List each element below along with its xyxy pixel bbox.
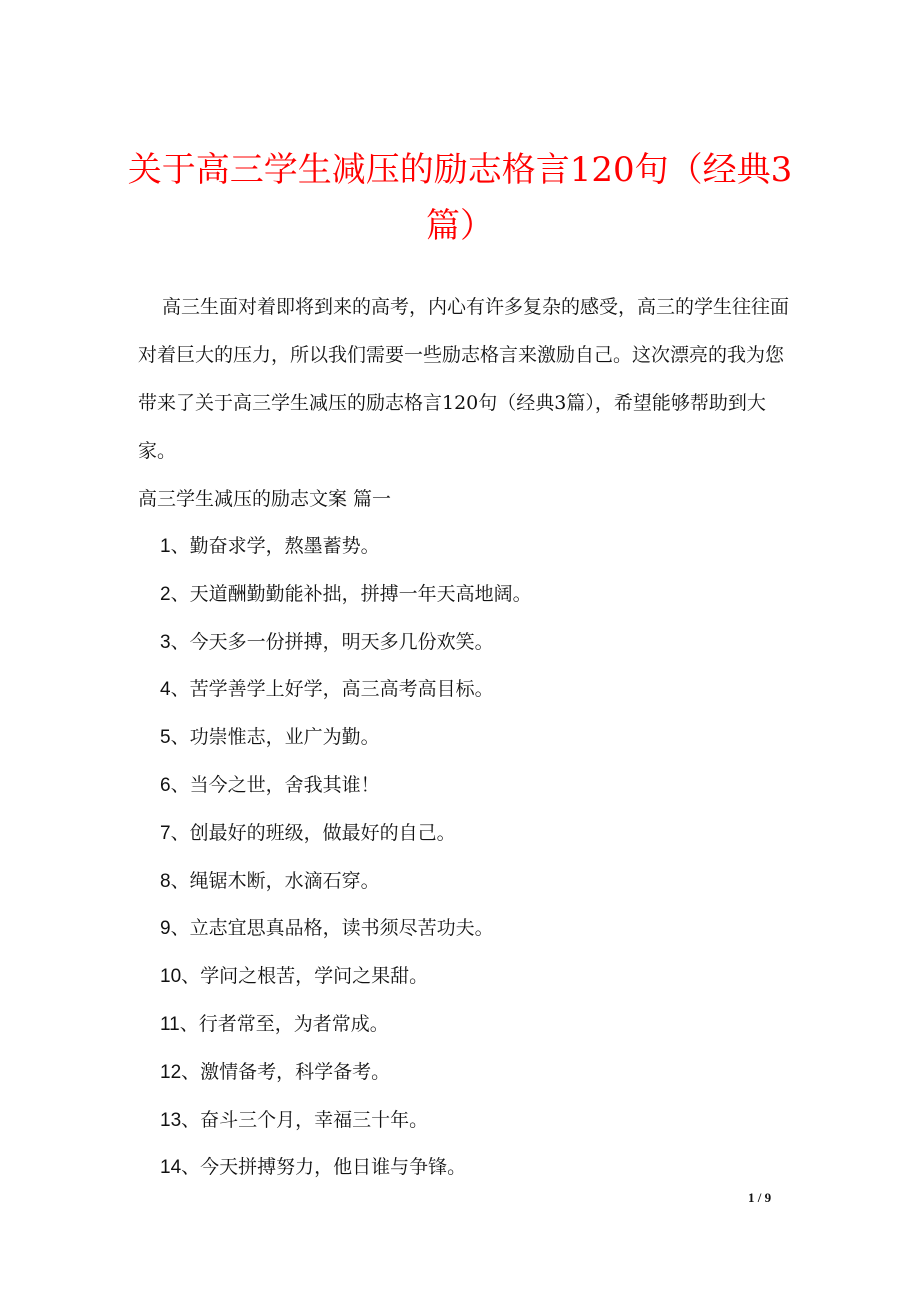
list-item — [138, 1001, 798, 1049]
list-item-number: 14 — [160, 1157, 182, 1179]
quote-list — [138, 523, 798, 1192]
list-item — [138, 714, 798, 762]
list-item-text: 、学问之根苦，学问之果甜。 — [181, 965, 429, 988]
list-item-text: 、今天拼搏努力，他日谁与争锋。 — [181, 1156, 467, 1179]
list-item-text: 、苦学善学上好学，高三高考高目标。 — [170, 678, 494, 701]
list-item-number: 4 — [160, 679, 171, 701]
list-item — [138, 858, 798, 906]
section-heading: 高三学生减压的励志文案 篇一 — [138, 488, 392, 510]
list-item-number: 12 — [160, 1061, 182, 1083]
list-item-text: 、今天多一份拼搏，明天多几份欢笑。 — [170, 630, 494, 653]
list-item — [138, 762, 798, 810]
list-item-number: 7 — [160, 822, 171, 844]
list-item — [138, 1049, 798, 1097]
list-item — [138, 905, 798, 953]
list-item-text: 、奋斗三个月，幸福三十年。 — [181, 1108, 429, 1131]
document-body — [138, 283, 798, 1192]
intro-text: 高三生面对着即将到来的高考，内心有许多复杂的感受，高三的学生往往面对着巨大的压力，所以我们需要一些励志格言来激励自己。这次漂亮的我为您带来了关于高三学生减压的励志格言120句（经典3篇），希望能够帮助到大家。 — [138, 296, 790, 462]
list-item-text: 、勤奋求学，熬墨蓄势。 — [170, 535, 380, 557]
list-item-text: 、当今之世，舍我其谁！ — [170, 773, 380, 796]
document-title: 关于高三学生减压的励志格言120句（经典3篇） — [127, 150, 793, 246]
list-item-text: 、行者常至，为者常成。 — [179, 1012, 389, 1035]
list-item — [138, 1144, 798, 1192]
list-item-number: 6 — [160, 774, 171, 796]
list-item — [138, 619, 798, 667]
list-item — [138, 523, 798, 571]
list-item — [138, 953, 798, 1001]
list-item — [138, 810, 798, 858]
list-item-number: 13 — [160, 1109, 182, 1131]
list-item-text: 、立志宜思真品格，读书须尽苦功夫。 — [170, 917, 494, 940]
list-item-text: 、绳锯木断，水滴石穿。 — [170, 869, 380, 892]
list-item — [138, 1097, 798, 1145]
list-item-text: 、激情备考，科学备考。 — [181, 1060, 391, 1083]
list-item-number: 5 — [160, 727, 171, 749]
list-item — [138, 666, 798, 714]
list-item-number: 8 — [160, 870, 171, 892]
list-item-text: 、功崇惟志，业广为勤。 — [170, 726, 380, 749]
list-item-number: 2 — [160, 583, 171, 605]
list-item — [138, 571, 798, 619]
list-item-number: 10 — [160, 966, 182, 988]
intro-paragraph — [138, 283, 798, 475]
list-item-text: 、创最好的班级，做最好的自己。 — [170, 821, 456, 844]
list-item-number: 1 — [160, 536, 171, 557]
list-item-text: 、天道酬勤勤能补拙，拼搏一年天高地阔。 — [170, 582, 532, 605]
list-item-number: 11 — [160, 1013, 180, 1035]
list-item-number: 3 — [160, 631, 171, 653]
page-number: 1 / 9 — [748, 1190, 772, 1205]
list-item-number: 9 — [160, 918, 171, 940]
